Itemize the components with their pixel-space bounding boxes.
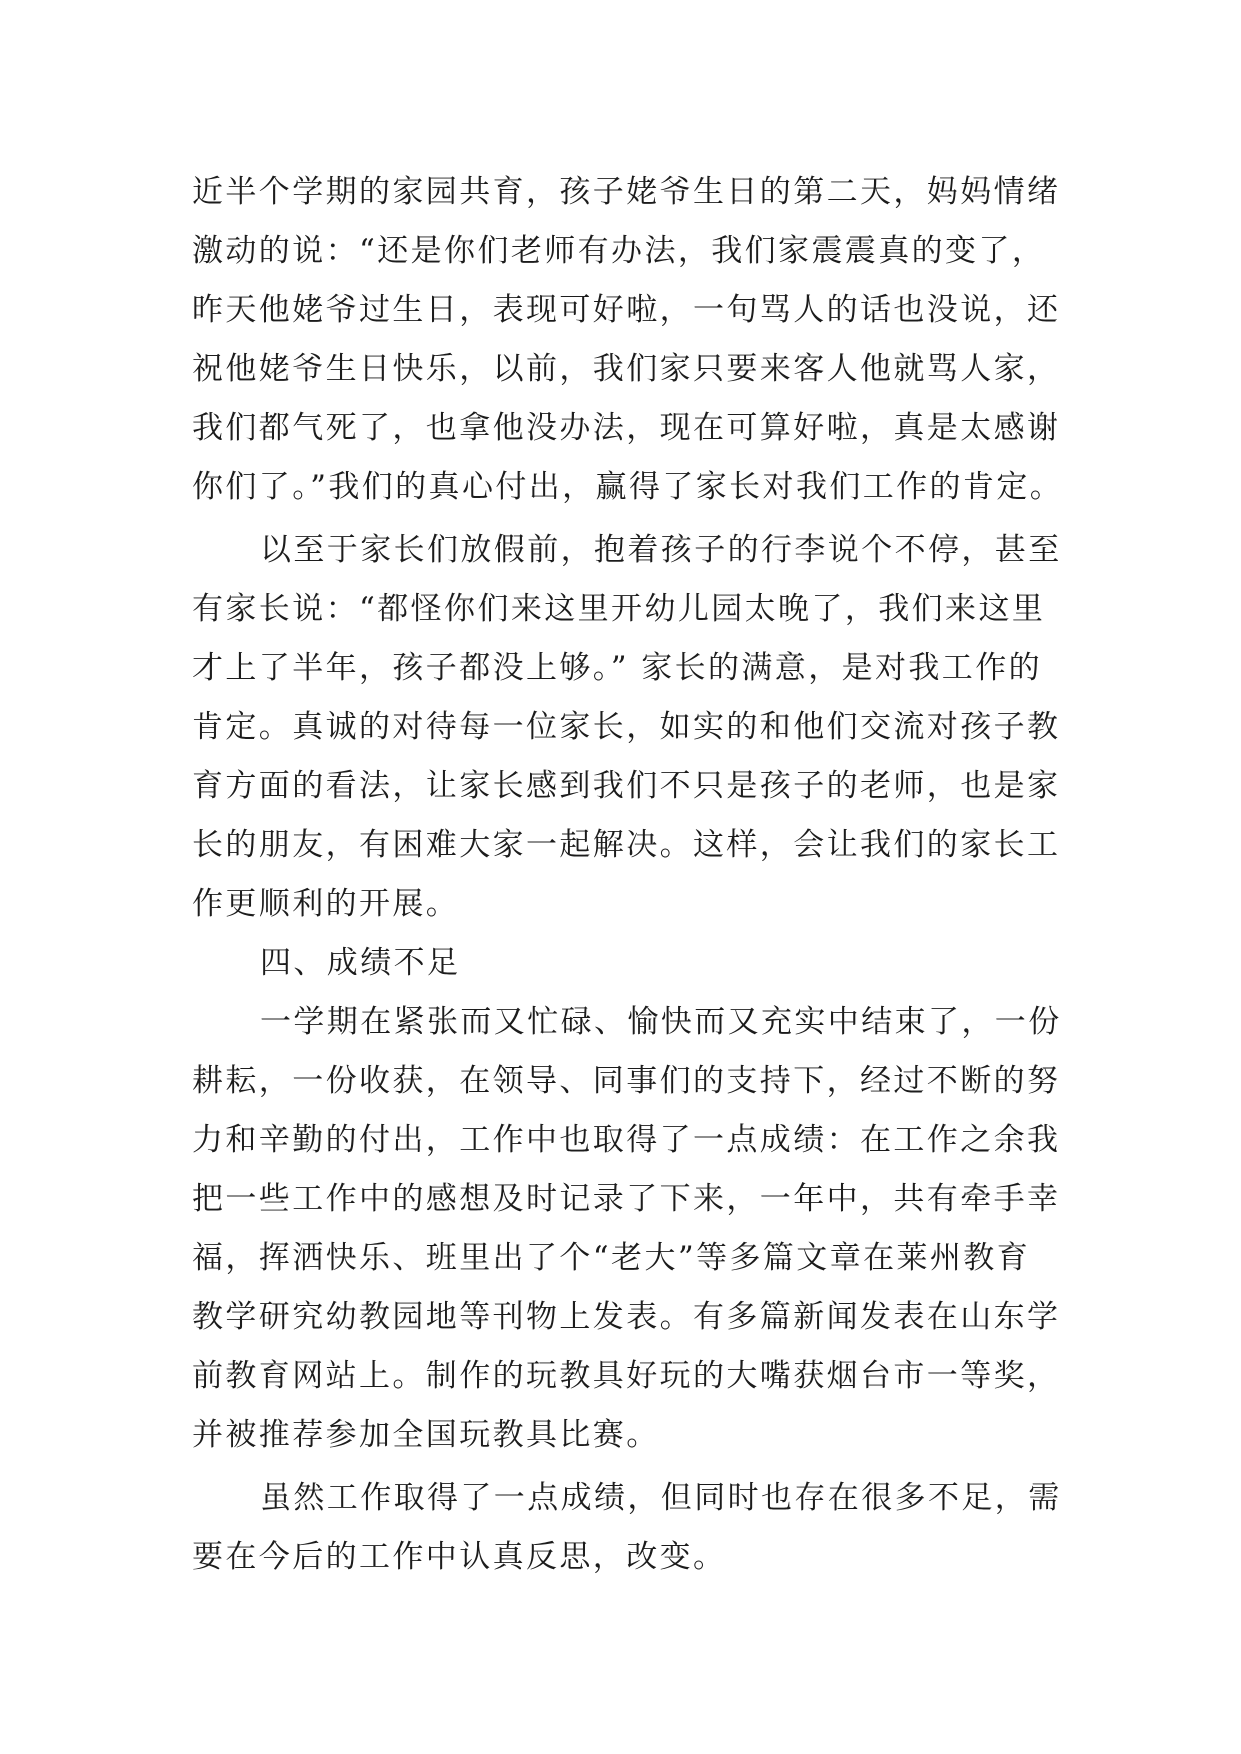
text-line: 你们了。”我们的真心付出，赢得了家长对我们工作的肯定。 (192, 469, 1064, 505)
text-line: 耕耘，一份收获，在领导、同事们的支持下，经过不断的努 (192, 1063, 1061, 1099)
text-line: 育方面的看法，让家长感到我们不只是孩子的老师，也是家 (192, 768, 1061, 804)
section-heading: 四、成绩不足 (260, 945, 461, 981)
paragraph-start-line: 一学期在紧张而又忙碌、愉快而又充实中结束了，一份 (260, 1004, 1062, 1040)
text-line: 近半个学期的家园共育，孩子姥爷生日的第二天，妈妈情绪 (192, 174, 1061, 210)
text-line: 福，挥洒快乐、班里出了个“老大”等多篇文章在莱州教育 (192, 1240, 1031, 1276)
paragraph-start-line: 虽然工作取得了一点成绩，但同时也存在很多不足，需 (260, 1480, 1062, 1516)
text-line: 才上了半年，孩子都没上够。” 家长的满意，是对我工作的 (192, 650, 1042, 686)
paragraph-start-line: 以至于家长们放假前，抱着孩子的行李说个不停，甚至 (260, 532, 1062, 568)
text-line: 肯定。真诚的对待每一位家长，如实的和他们交流对孩子教 (192, 709, 1061, 745)
body-text (192, 163, 1072, 1587)
text-line: 教学研究幼教园地等刊物上发表。有多篇新闻发表在山东学 (192, 1299, 1061, 1335)
text-line: 并被推荐参加全国玩教具比赛。 (192, 1417, 660, 1453)
text-line: 有家长说：“都怪你们来这里开幼儿园太晚了，我们来这里 (192, 591, 1046, 627)
text-line: 激动的说：“还是你们老师有办法，我们家震震真的变了， (192, 233, 1046, 269)
text-line: 我们都气死了，也拿他没办法，现在可算好啦，真是太感谢 (192, 410, 1061, 446)
text-line: 昨天他姥爷过生日，表现可好啦，一句骂人的话也没说，还 (192, 292, 1061, 328)
text-line: 要在今后的工作中认真反思，改变。 (192, 1539, 727, 1575)
text-line: 祝他姥爷生日快乐，以前，我们家只要来客人他就骂人家， (192, 351, 1061, 387)
text-line: 前教育网站上。制作的玩教具好玩的大嘴获烟台市一等奖， (192, 1358, 1061, 1394)
text-line: 作更顺利的开展。 (192, 886, 460, 922)
text-line: 长的朋友，有困难大家一起解决。这样，会让我们的家长工 (192, 827, 1061, 863)
text-line: 把一些工作中的感想及时记录了下来，一年中，共有牵手幸 (192, 1181, 1061, 1217)
text-line: 力和辛勤的付出，工作中也取得了一点成绩：在工作之余我 (192, 1122, 1061, 1158)
